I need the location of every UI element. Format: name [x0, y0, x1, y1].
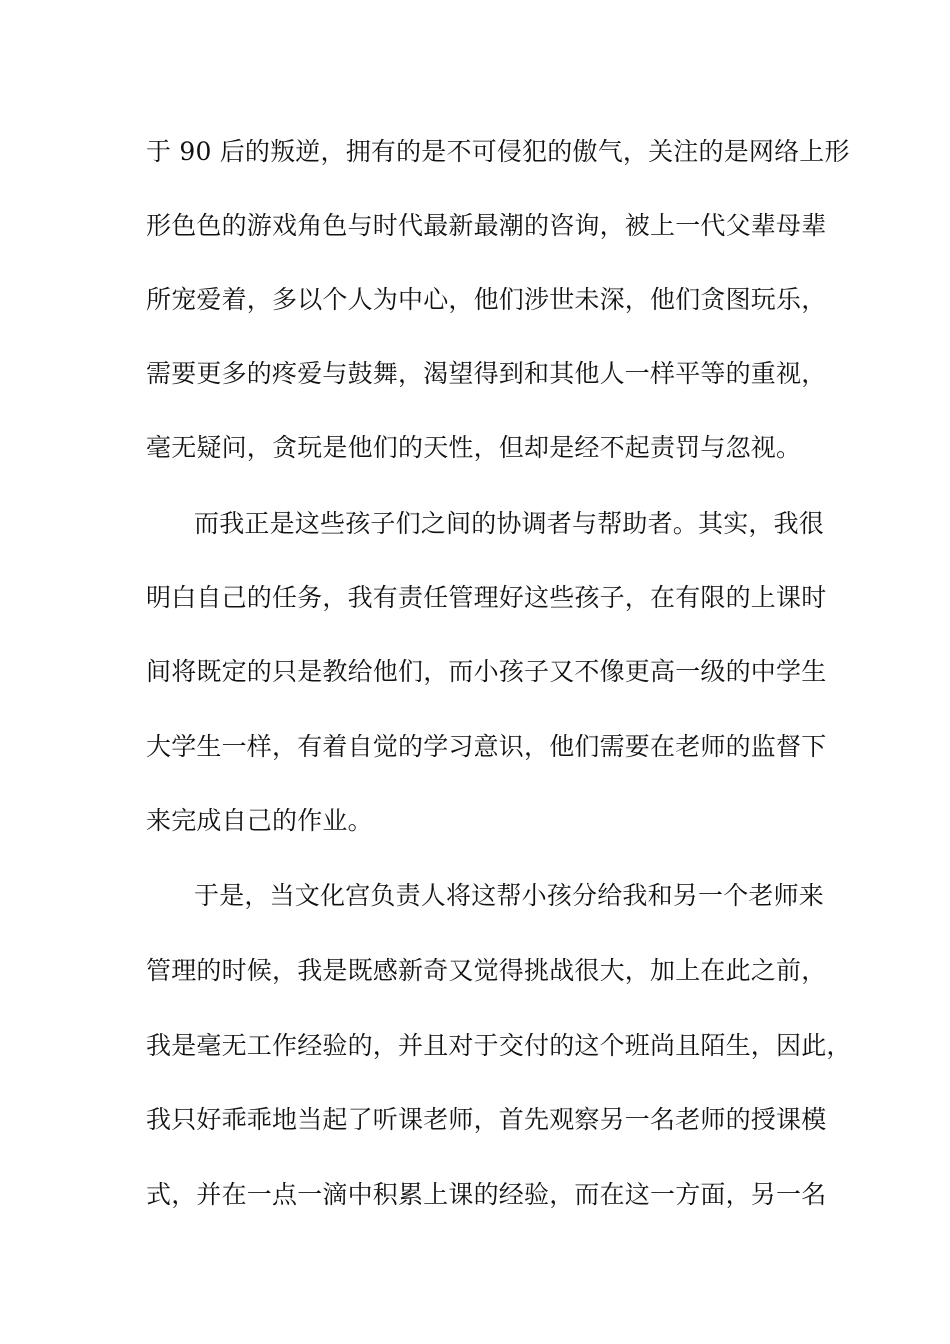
text-line: 管理的时候，我是既感新奇又觉得挑战很大，加上在此之前，	[146, 956, 827, 985]
text-line: 明白自己的任务，我有责任管理好这些孩子，在有限的上课时	[146, 583, 827, 612]
text-line: 我是毫无工作经验的，并且对于交付的这个班尚且陌生，因此，	[146, 1031, 852, 1060]
text-line: 间将既定的只是教给他们，而小孩子又不像更高一级的中学生	[146, 657, 827, 686]
paragraph-start-line: 而我正是这些孩子们之间的协调者与帮助者。其实，我很	[194, 509, 825, 538]
text-line: 需要更多的疼爱与鼓舞，渴望得到和其他人一样平等的重视，	[146, 359, 827, 388]
text-line: 于 90 后的叛逆，拥有的是不可侵犯的傲气，关注的是网络上形	[146, 137, 850, 166]
text-line: 所宠爱着，多以个人为中心，他们涉世未深，他们贪图玩乐，	[146, 285, 827, 314]
text-line: 形色色的游戏角色与时代最新最潮的咨询，被上一代父辈母辈	[146, 211, 827, 240]
text-line: 大学生一样，有着自觉的学习意识，他们需要在老师的监督下	[146, 732, 827, 761]
text-line: 来完成自己的作业。	[146, 806, 373, 835]
text-line: 毫无疑问，贪玩是他们的天性，但却是经不起责罚与忽视。	[146, 433, 802, 462]
text-line: 我只好乖乖地当起了听课老师，首先观察另一名老师的授课模	[146, 1105, 827, 1134]
text-line: 式，并在一点一滴中积累上课的经验，而在这一方面，另一名	[146, 1180, 827, 1209]
paragraph-start-line: 于是，当文化宫负责人将这帮小孩分给我和另一个老师来	[194, 881, 825, 910]
